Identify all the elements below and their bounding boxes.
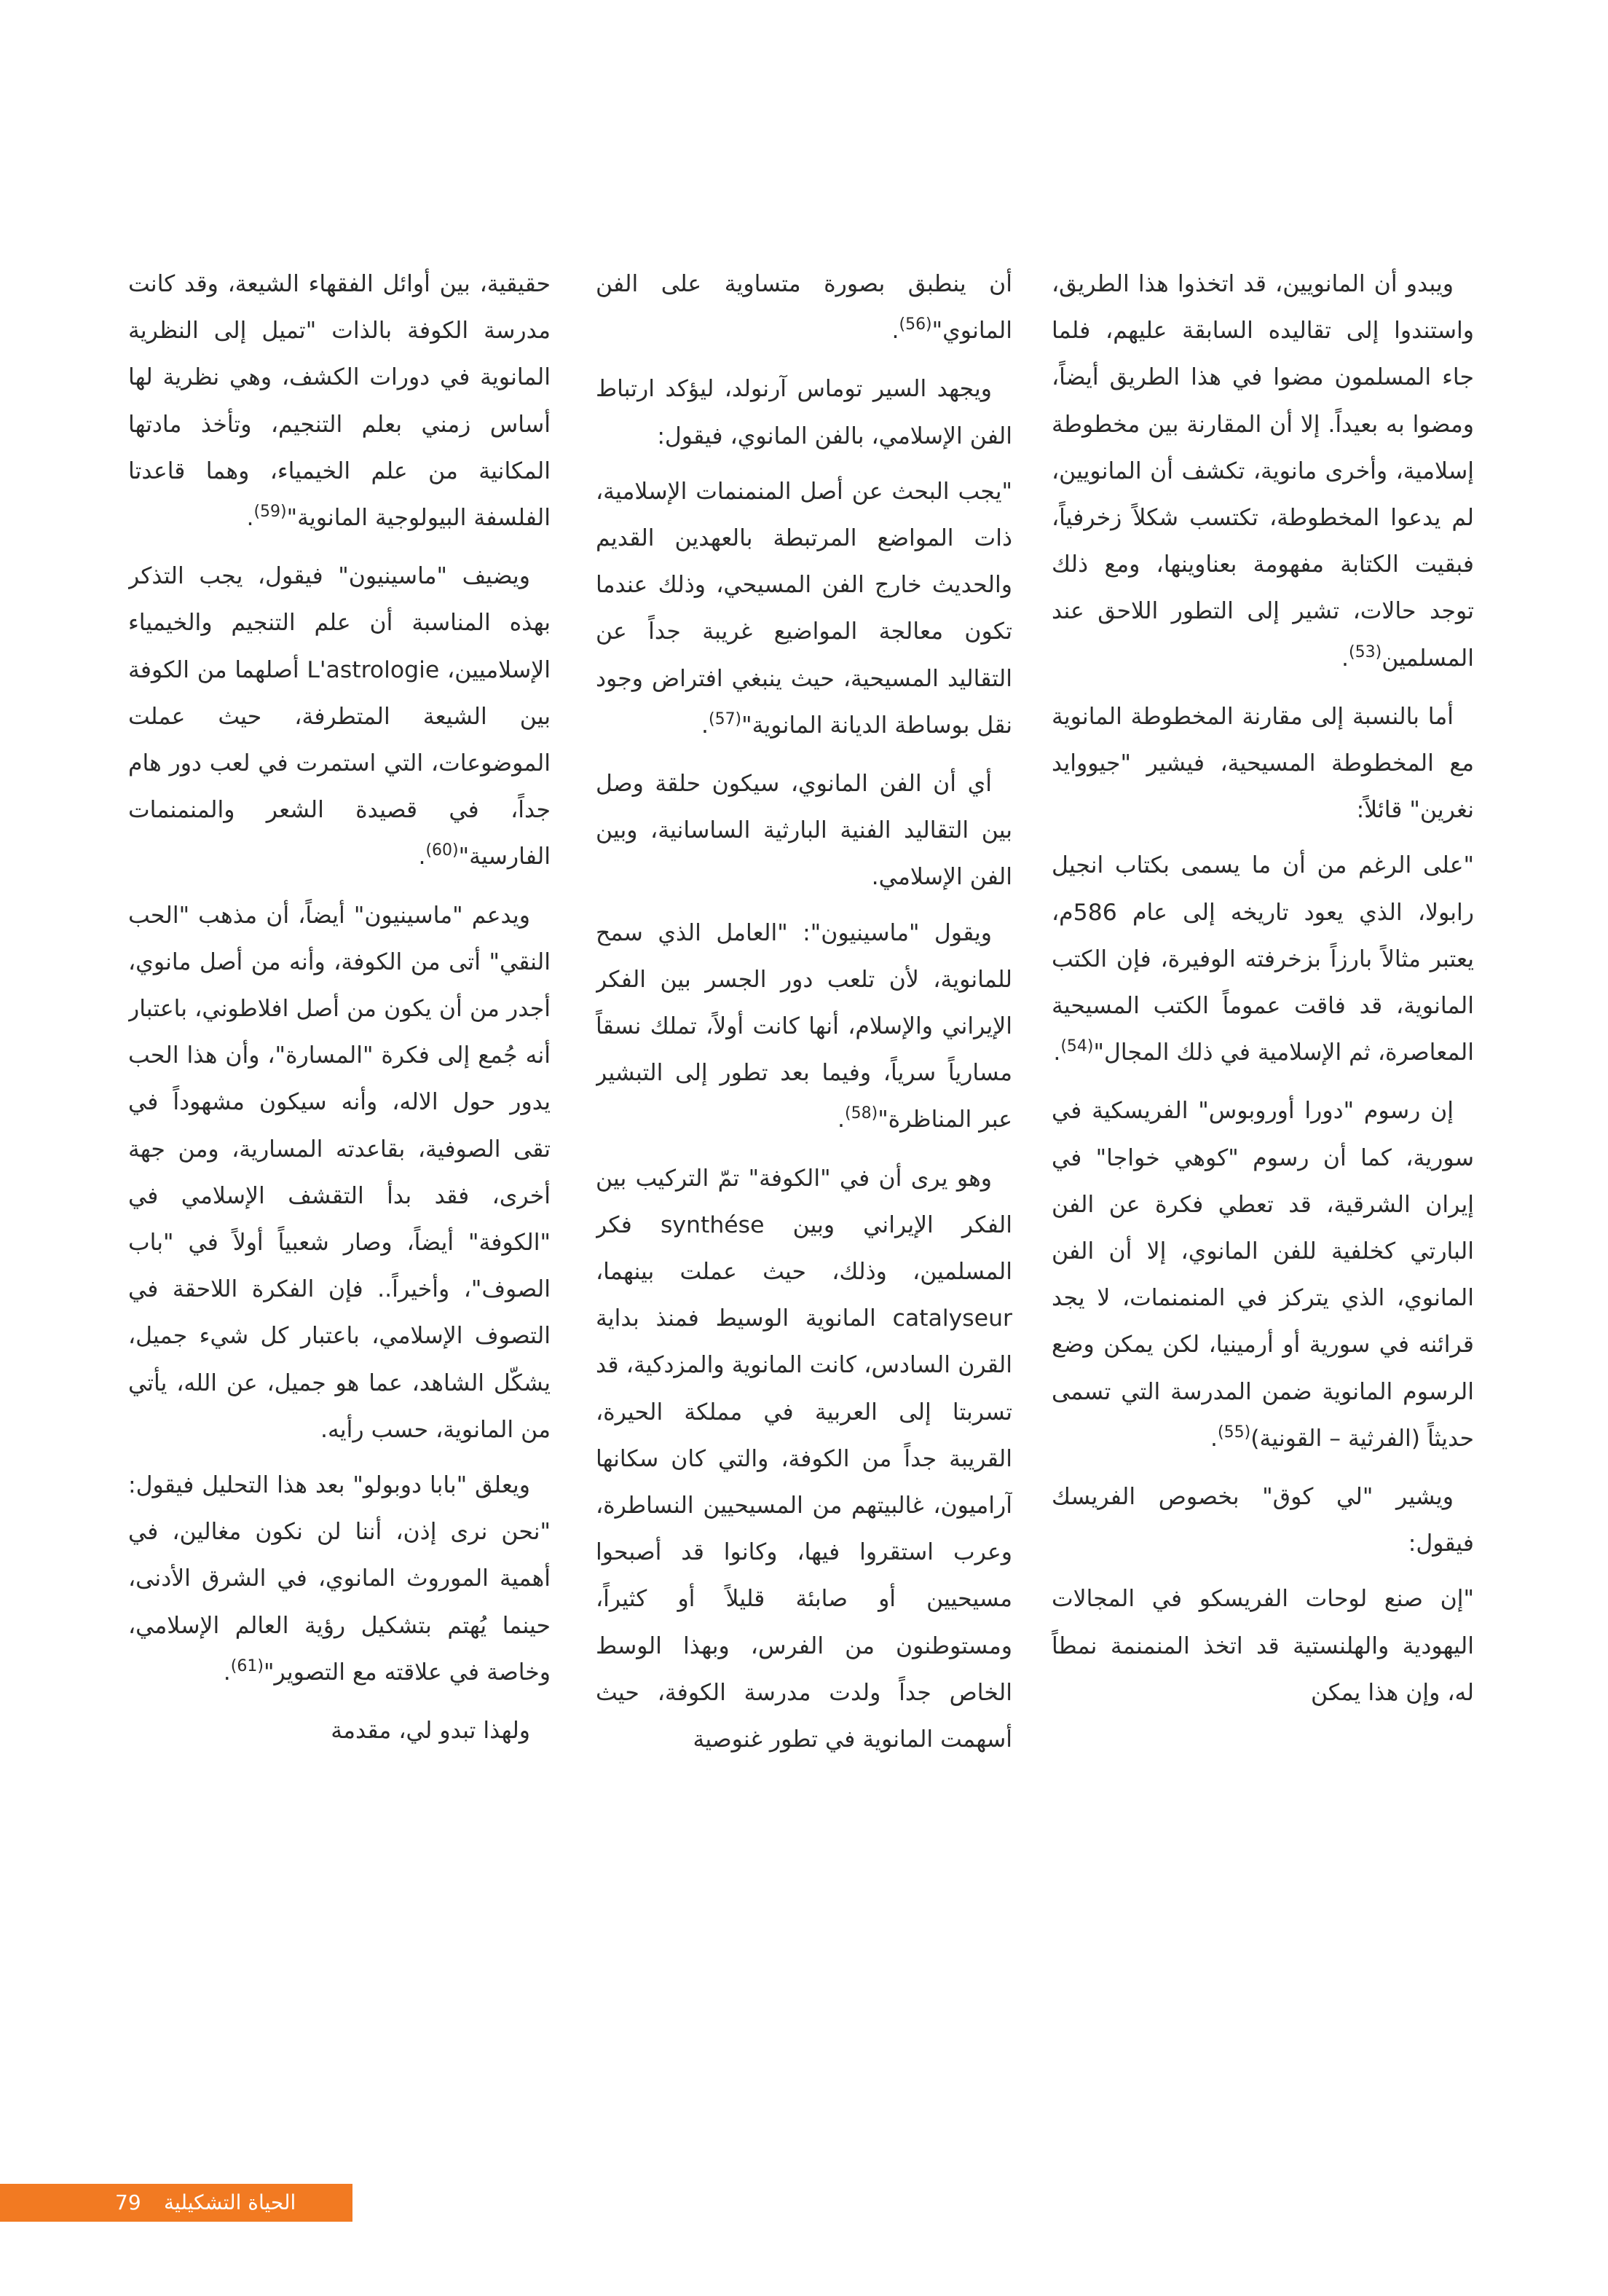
paragraph-text: ويبدو أن المانويين، قد اتخذوا هذا الطريق، واستندوا إلى تقاليده السابقة عليهم، فلما جاء المسلمون مضوا في هذا الطريق أيضاً، ومضوا به بعيداً. إلا أن المقارنة بين مخطوطة إسلامية، وأخرى مانوية، تكشف أن المانويين، لم يدعوا المخطوطة، تكتسب شكلاً زخرفياً، فبقيت الكتابة مفهومة بعناوينها، ومع ذلك توجد حالات، تشير إلى التطور اللاحق عند المسلمين — [1052, 271, 1474, 672]
paragraph-text: حقيقية، بين أوائل الفقهاء الشيعة، وقد كانت مدرسة الكوفة بالذات "تميل إلى النظرية المانوية في دورات الكشف، وهي نظرية لها أساس زمني بعلم التنجيم، وتأخذ مادتها المكانية من علم الخيمياء، وهما قاعدتا الفلسفة البيولوجية المانوية" — [128, 271, 551, 532]
paragraph — [1052, 693, 1474, 834]
paragraph-end: . — [418, 844, 426, 870]
footnote-ref: (59) — [253, 503, 287, 522]
paragraph-end: . — [838, 1106, 846, 1133]
paragraph — [128, 553, 551, 883]
paragraph-end: . — [701, 712, 709, 739]
quote-paragraph — [1052, 842, 1474, 1079]
paragraph — [128, 261, 551, 544]
paragraph — [596, 261, 1012, 357]
text-column-right — [1052, 261, 1474, 2024]
paragraph-text: إن رسوم "دورا أوروبوس" الفريسكية في سورية، كما أن رسوم "كوهي خواجا" في إيران الشرقية، قد تعطي فكرة عن الفن البارتي كخلفية للفن المانوي، إلا أن الفن المانوي، الذي يتركز في المنمنمات، لا يجد قرائنه في سورية أو أرمينيا، لكن يمكن وضع الرسوم المانوية ضمن المدرسة التي تسمى حديثاً (الفرثية – القونية) — [1052, 1098, 1474, 1452]
paragraph — [596, 366, 1012, 459]
footnote-ref: (55) — [1218, 1423, 1251, 1442]
paragraph-text: ولهذا تبدو لي، مقدمة — [331, 1718, 530, 1745]
paragraph-text: أما بالنسبة إلى مقارنة المخطوطة المانوية مع المخطوطة المسيحية، فيشير "جيووايد نغرين" قائلاً: — [1052, 703, 1474, 824]
paragraph — [128, 1707, 551, 1754]
paragraph — [128, 892, 551, 1453]
paragraph-text: أي أن الفن المانوي، سيكون حلقة وصل بين التقاليد الفنية البارثية الساسانية، وبين الفن الإسلامي. — [596, 771, 1012, 891]
paragraph — [1052, 1088, 1474, 1465]
footnote-ref: (53) — [1349, 642, 1382, 661]
paragraph-end: . — [1210, 1425, 1218, 1452]
paragraph — [1052, 261, 1474, 685]
paragraph-text: "على الرغم من أن ما يسمى بكتاب انجيل رابولا، الذي يعود تاريخه إلى عام 586م، يعتبر مثالاً بارزاً بزخرفته الوفيرة، فإن الكتب المانوية، قد فاقت عموماً الكتب المسيحية المعاصرة، ثم الإسلامية في ذلك المجال" — [1052, 852, 1474, 1066]
quote-paragraph — [596, 468, 1012, 752]
paragraph-end: . — [1341, 645, 1349, 672]
paragraph-text: وهو يرى أن في "الكوفة" تمّ التركيب بين الفكر الإيراني وبين synthése فكر المسلمين، وذلك، حيث عملت بينهما، catalyseur المانوية الوسيط فمنذ بداية القرن السادس، كانت المانوية والمزدكية، قد تسربتا إلى العربية في مملكة الحيرة، القريبة جداً من الكوفة، والتي كان سكانها آراميون، غالبيتهم من المسيحيين النساطرة، وعرب استقروا فيها، وكانوا قد أصبحوا مسيحيين أو صابئة قليلاً أو كثيراً، ومستوطنون من الفرس، وبهذا الوسط الخاص جداً ولدت مدرسة الكوفة، حيث أسهمت المانوية في تطور غنوصية — [596, 1165, 1012, 1753]
paragraph — [596, 1155, 1012, 1764]
footnote-ref: (58) — [845, 1104, 878, 1123]
paragraph-end: . — [1053, 1039, 1061, 1066]
paragraph-text: ويدعم "ماسينيون" أيضاً، أن مذهب "الحب النقي" أتى من الكوفة، وأنه من أصل مانوي، أجدر من أن يكون من أصل افلاطوني، باعتبار أنه جُمع إلى فكرة "المسارة"، وأن هذا الحب يدور حول الاله، وأنه سيكون مشهوداً في تقى الصوفية، بقاعدته المسارية، ومن جهة أخرى، فقد بدأ التقشف الإسلامي في "الكوفة" أيضاً، وصار شعبياً أولاً في "باب الصوف"، وأخيراً.. فإن الفكرة اللاحقة في التصوف الإسلامي، باعتبار كل شيء جميل، يشكّل الشاهد، عما هو جميل، عن الله، يأتي من المانوية، حسب رأيه. — [128, 902, 551, 1443]
paragraph-end: . — [891, 318, 899, 345]
paragraph-text: "إن صنع لوحات الفريسكو في المجالات اليهودية والهلنستية قد اتخذ المنمنمة نمطاً له، وإن هذا يمكن — [1052, 1586, 1474, 1706]
paragraph — [596, 760, 1012, 901]
footnote-ref: (61) — [230, 1656, 264, 1675]
paragraph-text: ويضيف "ماسينيون" فيقول، يجب التذكر بهذه المناسبة أن علم التنجيم والخيمياء الإسلاميين، L'astrologie أصلهما من الكوفة بين الشيعة المتطرفة، حيث عملت الموضوعات، التي استمرت في لعب دور هام جداً، في قصيدة الشعر والمنمنمات الفارسية" — [128, 563, 551, 870]
paragraph — [596, 910, 1012, 1147]
paragraph-text: أن ينطبق بصورة متساوية على الفن المانوي" — [596, 271, 1012, 345]
paragraph-text: ويشير "لي كوق" بخصوص الفريسك فيقول: — [1052, 1484, 1474, 1557]
paragraph-end: . — [223, 1659, 231, 1686]
paragraph-end: . — [246, 505, 254, 532]
quote-paragraph — [1052, 1576, 1474, 1716]
text-column-left — [128, 261, 551, 2024]
text-column-middle — [596, 261, 1012, 2024]
paragraph-text: "يجب البحث عن أصل المنمنمات الإسلامية، ذات المواضع المرتبطة بالعهدين القديم والحديث خارج الفن المسيحي، وذلك عندما تكون معالجة المواضيع غريبة جداً عن التقاليد المسيحية، حيث ينبغي افتراض وجود نقل بوساطة الديانة المانوية" — [596, 478, 1012, 739]
paragraph — [128, 1462, 551, 1699]
page-number: 79 — [115, 2190, 141, 2214]
footnote-ref: (60) — [425, 841, 459, 860]
paragraph-text: ويجهد السير توماس آرنولد، ليؤكد ارتباط الفن الإسلامي، بالفن المانوي، فيقول: — [596, 376, 1012, 449]
footnote-ref: (54) — [1060, 1037, 1094, 1056]
footnote-ref: (56) — [899, 315, 932, 334]
paragraph — [1052, 1474, 1474, 1567]
paragraph-text: ويقول "ماسينيون": "العامل الذي سمح للمانوية، لأن تلعب دور الجسر بين الفكر الإيراني والإسلام، أنها كانت أولاً، تملك نسقاً مسارياً سرياً، وفيما بعد تطور إلى التبشير عبر المناظرة" — [596, 919, 1012, 1133]
paragraph-text: ويعلق "بابا دوبولو" بعد هذا التحليل فيقول: "نحن نرى إذن، أننا لن نكون مغالين، في أهمية الموروث المانوي، في الشرق الأدنى، حينما يُهتم بتشكيل رؤية العالم الإسلامي، وخاصة في علاقته مع التصوير" — [128, 1472, 551, 1686]
magazine-title: الحياة التشكيلية — [164, 2190, 296, 2214]
footnote-ref: (57) — [708, 709, 742, 728]
